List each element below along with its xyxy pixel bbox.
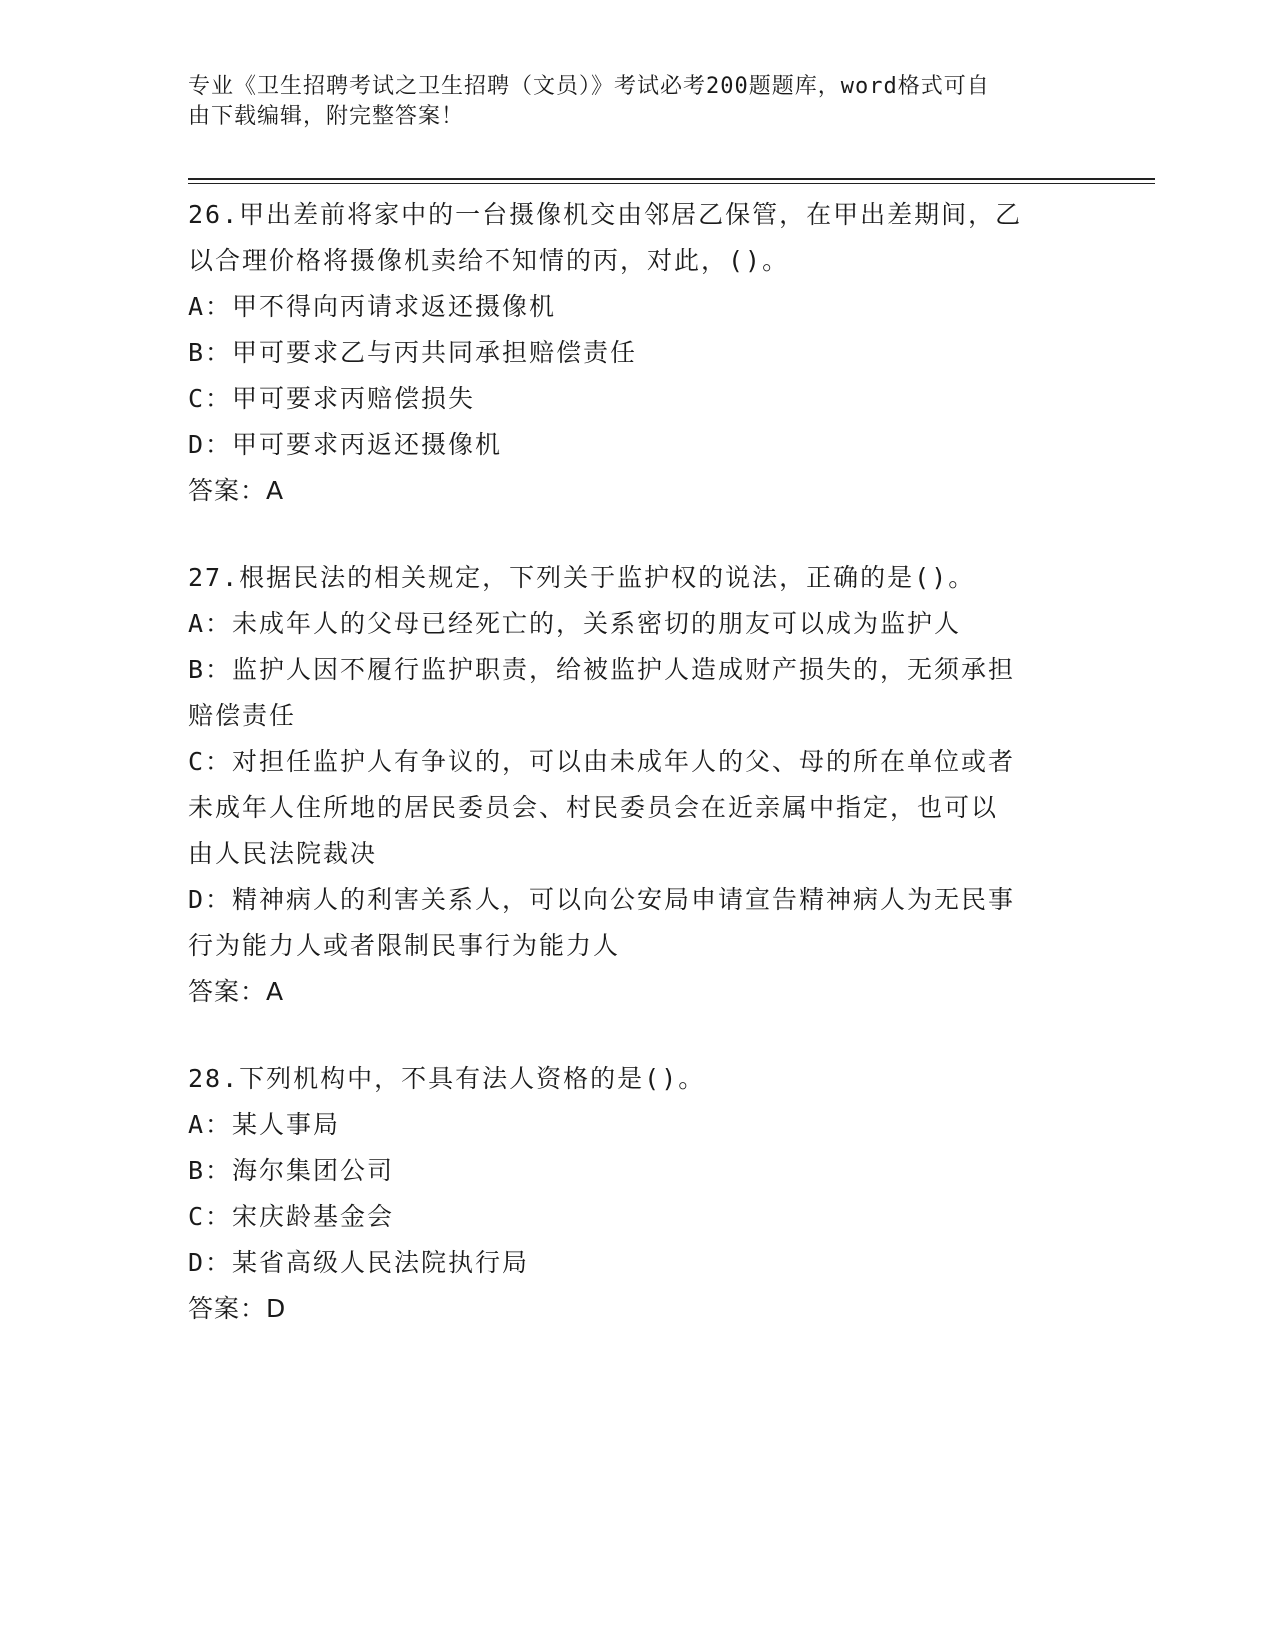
document-intro xyxy=(188,72,1068,132)
option-d: D：某省高级人民法院执行局 xyxy=(188,1248,530,1277)
option-d-continued: 行为能力人或者限制民事行为能力人 xyxy=(188,931,621,960)
question-28 xyxy=(188,1056,1078,1332)
question-stem: 以合理价格将摄像机卖给不知情的丙，对此，()。 xyxy=(188,246,790,275)
option-b: B：海尔集团公司 xyxy=(188,1156,395,1185)
answer-line: 答案：A xyxy=(188,476,285,505)
option-c-continued: 未成年人住所地的居民委员会、村民委员会在近亲属中指定，也可以 xyxy=(188,793,999,822)
option-a: A：未成年人的父母已经死亡的，关系密切的朋友可以成为监护人 xyxy=(188,609,962,638)
question-stem: 27.根据民法的相关规定，下列关于监护权的说法，正确的是()。 xyxy=(188,563,976,592)
header-divider-thick xyxy=(188,178,1155,180)
option-a: A：甲不得向丙请求返还摄像机 xyxy=(188,292,557,321)
option-d: D：精神病人的利害关系人，可以向公安局申请宣告精神病人为无民事 xyxy=(188,885,1016,914)
option-d: D：甲可要求丙返还摄像机 xyxy=(188,430,503,459)
option-c: C：对担任监护人有争议的，可以由未成年人的父、母的所在单位或者 xyxy=(188,747,1016,776)
intro-line: 由下载编辑，附完整答案！ xyxy=(188,104,465,129)
answer-line: 答案：A xyxy=(188,977,285,1006)
option-a: A：某人事局 xyxy=(188,1110,341,1139)
option-b: B：甲可要求乙与丙共同承担赔偿责任 xyxy=(188,338,638,367)
option-b-continued: 赔偿责任 xyxy=(188,701,297,730)
intro-line: 专业《卫生招聘考试之卫生招聘（文员）》考试必考200题题库，word格式可自 xyxy=(188,74,990,99)
header-divider-thin xyxy=(188,183,1155,184)
option-c: C：宋庆龄基金会 xyxy=(188,1202,395,1231)
option-c-continued: 由人民法院裁决 xyxy=(188,839,378,868)
question-stem: 26.甲出差前将家中的一台摄像机交由邻居乙保管，在甲出差期间，乙 xyxy=(188,200,1023,229)
option-c: C：甲可要求丙赔偿损失 xyxy=(188,384,476,413)
question-stem: 28.下列机构中，不具有法人资格的是()。 xyxy=(188,1064,706,1093)
option-b: B：监护人因不履行监护职责，给被监护人造成财产损失的，无须承担 xyxy=(188,655,1016,684)
question-27 xyxy=(188,555,1078,1015)
answer-line: 答案：D xyxy=(188,1294,287,1323)
question-26 xyxy=(188,192,1078,514)
